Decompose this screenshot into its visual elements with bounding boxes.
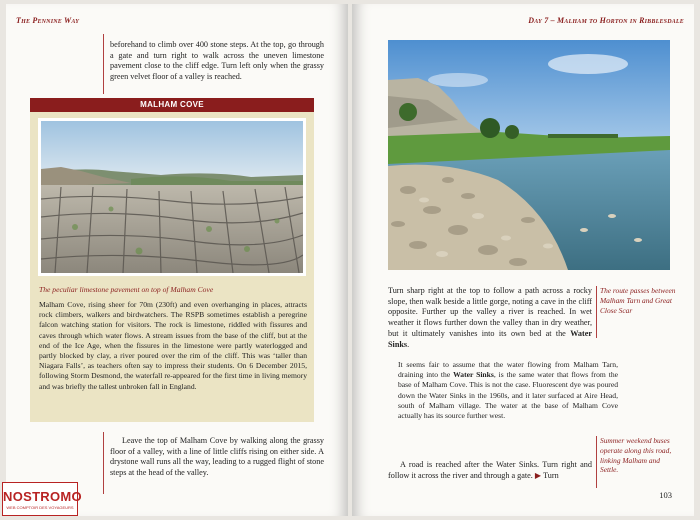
limestone-pavement-photo <box>38 118 306 276</box>
outro-paragraph: Leave the top of Malham Cove by walking along the grassy floor of a valley, with a line of little cliffs rising on either side. A drystone wall runs all the way, leading to a rugged flight of stone steps at the head of the valley. <box>110 436 324 478</box>
nostromo-logo[interactable] <box>2 482 82 516</box>
main-paragraph-2 <box>388 460 592 481</box>
side-rule-2 <box>596 436 597 488</box>
malham-tarn-photo <box>388 40 670 270</box>
margin-rule <box>103 34 104 94</box>
inset-paragraph <box>398 360 618 421</box>
photo-caption: The peculiar limestone pavement on top of Malham Cove <box>39 285 214 294</box>
side-note-route: The route passes between Malham Tarn and Great Close Scar <box>600 286 676 315</box>
inset-post: , is the same water that flows from the base of Malham Cove. This is not the case. Fluorescent dye was poured down the Water Sinks in the 1960s, and it later surfaced at Aire Head, south of Malham village. The water at the base of Malham Cove actually has its source further west. <box>398 370 618 421</box>
side-note-buses: Summer weekend buses operate along this road, linking Malham and Settle. <box>600 436 672 475</box>
inset-pre: It seems fair to assume that the water flowing from Malham Tarn, draining into the <box>398 360 618 380</box>
intro-paragraph: beforehand to climb over 400 stone steps. At the top, go through a gate and turn right to walk across the uneven limestone pavement close to the cliff edge. Turn left only when the grassy green velvet floor of a valley is reached. <box>110 40 324 82</box>
inset-bold: Water Sinks <box>453 370 494 380</box>
main-text-1: Turn sharp right at the top to follow a path across a rocky slope, then walk beside a little gorge, noting a cave in the cliff opposite. Further up the valley a river is reached. In wet weather it flows further down the valley than in dry weather, but it ultimately vanishes into its own bed at the <box>388 286 592 338</box>
left-running-head: The Pennine Way <box>16 16 80 25</box>
logo-tagline: WEB COMPTOIR DES VOYAGEURS <box>6 505 74 510</box>
main-text-2-end: Turn <box>543 470 559 480</box>
logo-name: NOSTROMO <box>3 489 82 504</box>
box-title: MALHAM COVE <box>30 98 314 112</box>
right-page <box>352 4 694 516</box>
page-number: 103 <box>659 490 672 500</box>
box-text: Malham Cove, rising sheer for 70m (230ft) and even overhanging in places, attracts rock climbers, walkers and birdwatchers. The RSPB sometimes establish a peregrine falcon watching station for visitors. The rock is limestone, riddled with fissures and caves through which water flows. A stream issues from the base of the cliff, but at the end of the Ice Age, when the fissures in the limestone were partly waterlogged and partly blocked by clay, a river poured over the rim of the cliff. This was ‘taller than Niagara Falls’, as teachers often say to impress their students. On 6 December 2015, following Storm Desmond, the waterfall re-appeared for the first time in living memory and was briefly the tallest unbroken fall in England. <box>39 300 307 391</box>
main-text-2: A road is reached after the Water Sinks. Turn right and follow it across the river and through a gate. <box>388 460 592 480</box>
main-paragraph-1: Turn sharp right at the top to follow a path across a rocky slope, then walk beside a little gorge, noting a cave in the cliff opposite. Further up the valley a river is reached. In wet weather it flows further down the valley than in dry weather, but it ultimately vanishes into its own bed at the Water Sinks. <box>388 286 593 349</box>
malham-tarn-image <box>388 40 670 270</box>
continue-arrow-icon: ▶ <box>534 470 542 480</box>
limestone-pavement-image <box>41 121 303 273</box>
side-rule-1 <box>596 286 597 338</box>
water-sinks-bold: Water Sinks <box>388 328 593 349</box>
left-page <box>6 4 348 516</box>
margin-rule-lower <box>103 432 104 494</box>
right-running-head: Day 7 – Malham to Horton in Ribblesdale <box>528 16 684 25</box>
